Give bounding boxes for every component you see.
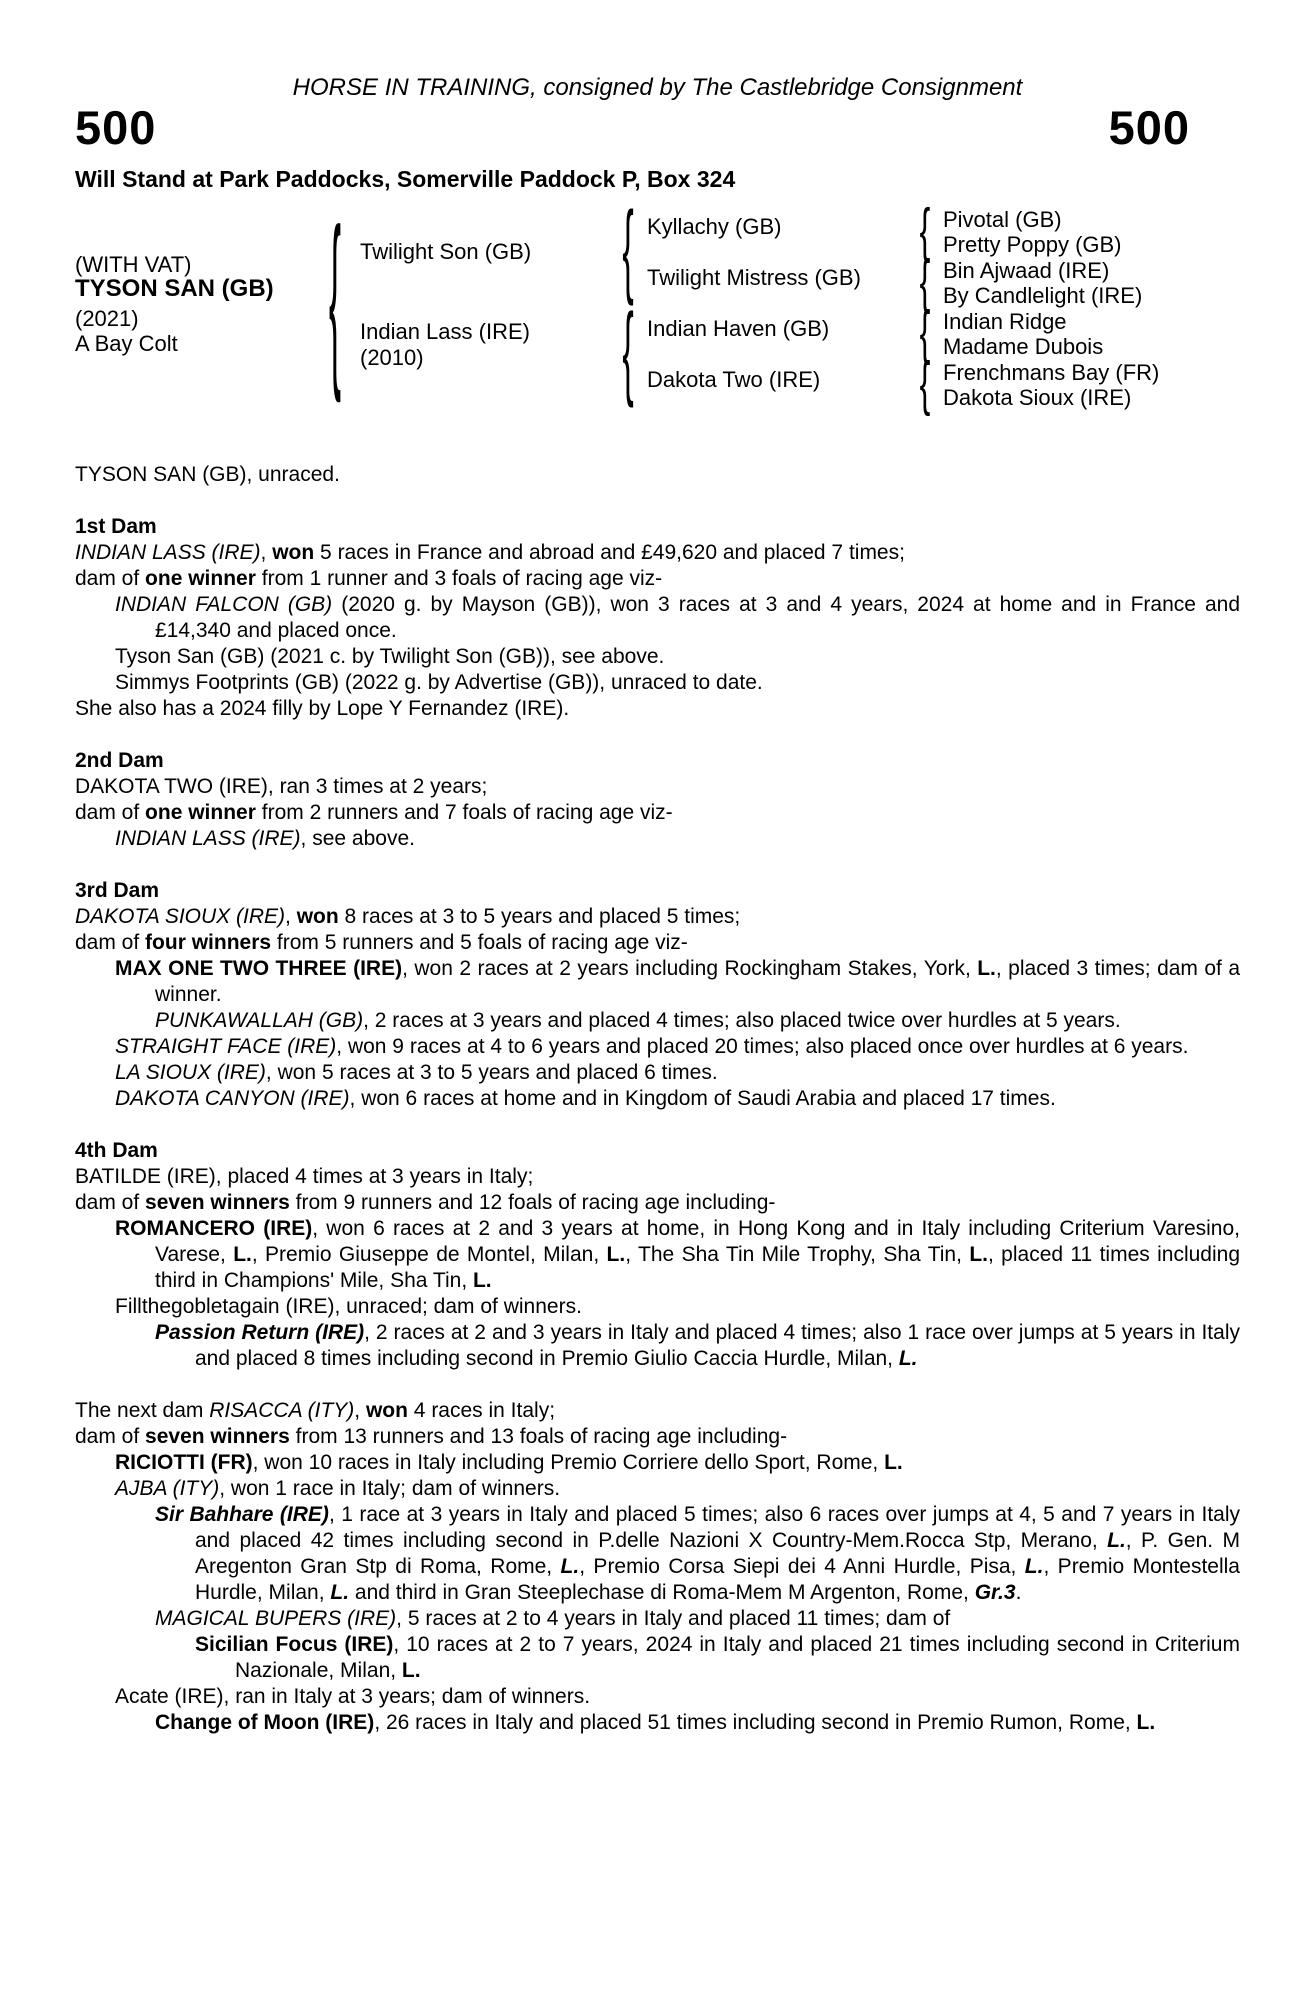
text-segment: MAGICAL BUPERS (IRE) [155,1607,397,1630]
text-segment: dam of [75,1191,146,1214]
text-segment: STRAIGHT FACE (IRE) [115,1035,337,1058]
text-segment: (2020 g. by Mayson (GB)), won 3 races at 3 and 4 years, 2024 at home and in France and £14,340 and placed once. [155,593,1241,642]
heading-4th-dam [75,1138,1240,1164]
sire-sire-name: Kyllachy (GB) [647,214,782,239]
text-segment: , Premio Giuseppe de Montel, Milan, [251,1243,607,1266]
text-segment: L. [1136,1711,1156,1734]
text-segment: seven winners [145,1425,290,1448]
text-segment: , P. Gen. M Aregenton Gran Stp di Roma, Rome, [195,1529,1240,1578]
text-segment: , 2 races at 2 and 3 years in Italy and placed 4 times; also 1 race over jumps at 5 years in Italy and placed 8 times including second in Premio Giulio Caccia Hurdle, Milan, [195,1321,1240,1370]
para-simmys-footprints [75,670,1240,696]
pedigree-brace-sire: { [622,192,634,308]
lot-number-right: 500 [1108,101,1190,154]
text-segment: Gr.3 [974,1581,1016,1604]
para-indian-falcon [75,592,1240,644]
text-segment: won [296,905,339,928]
text-segment: , won 1 race in Italy; dam of winners. [219,1477,561,1500]
heading-3rd-dam [75,878,1240,904]
para-indian-lass-see-above [75,826,1240,852]
text-segment: Change of Moon (IRE) [155,1711,375,1734]
text-segment: four winners [145,931,272,954]
text-segment: won [272,541,315,564]
para-dakota-canyon [75,1086,1240,1112]
pedigree-brace-dam: { [622,294,634,410]
text-segment: , won 6 races at 2 and 3 years at home, in Hong Kong and in Italy including Criterium Varesino, Varese, [155,1217,1241,1266]
para-straight-face [75,1034,1240,1060]
text-segment: TYSON SAN (GB), unraced. [75,463,340,486]
text-segment: 1st Dam [75,515,157,538]
dam-sire-dam: Madame Dubois [943,334,1104,359]
horse-foal-year: (2021) [75,306,139,331]
text-segment: Fillthegobletagain (IRE), unraced; dam of winners. [115,1295,582,1318]
text-segment: , won 5 races at 3 to 5 years and placed 6 times. [265,1061,718,1084]
text-segment: L. [560,1555,580,1578]
text-segment: from 2 runners and 7 foals of racing age viz- [255,801,673,824]
horse-description: A Bay Colt [75,331,178,356]
text-segment: dam of [75,567,146,590]
text-segment: . [1015,1581,1022,1604]
sire-dam-sire: Bin Ajwaad (IRE) [943,258,1110,283]
text-segment: AJBA (ITY) [115,1477,220,1500]
text-segment: INDIAN LASS (IRE) [75,541,261,564]
text-segment: INDIAN FALCON (GB) [115,593,333,616]
text-segment: , won 10 races in Italy including Premio Corriere dello Sport, Rome, [252,1451,885,1474]
text-segment: PUNKAWALLAH (GB) [155,1009,364,1032]
text-segment: L. [401,1659,421,1682]
text-segment: DAKOTA TWO (IRE), ran 3 times at 2 years; [75,775,488,798]
text-segment: , 5 races at 2 to 4 years in Italy and placed 11 times; dam of [396,1607,951,1630]
dam-dam-sire: Frenchmans Bay (FR) [943,360,1160,385]
text-segment: L. [884,1451,903,1474]
para-2nd-dam-produce [75,800,1240,826]
text-segment: from 9 runners and 12 foals of racing age including- [289,1191,776,1214]
para-dakota-sioux [75,904,1240,930]
pedigree-table [75,192,1240,417]
text-segment: Sir Bahhare (IRE) [155,1503,329,1526]
text-segment: L. [1024,1555,1044,1578]
text-segment: L. [606,1243,626,1266]
para-romancero [75,1216,1240,1294]
heading-2nd-dam [75,748,1240,774]
para-2024-filly [75,696,1240,722]
text-segment: Sicilian Focus (IRE) [195,1633,394,1656]
sire-dam-dam: By Candlelight (IRE) [943,283,1143,308]
text-segment: , 10 races at 2 to 7 years, 2024 in Italy and placed 21 times including second in Criterium Nazionale, Milan, [235,1633,1240,1682]
text-segment: , 26 races in Italy and placed 51 times including second in Premio Rumon, Rome, [374,1711,1137,1734]
dam-dam-name: Dakota Two (IRE) [647,367,821,392]
para-fillthegobletagain [75,1294,1240,1320]
para-acate [75,1684,1240,1710]
vat-note: (WITH VAT) [75,252,192,277]
text-segment: DAKOTA SIOUX (IRE) [75,905,286,928]
text-segment: dam of [75,1425,146,1448]
para-indian-lass [75,540,1240,566]
text-segment: , won 2 races at 2 years including Rockingham Stakes, York, [402,957,978,980]
sire-dam-name: Twilight Mistress (GB) [647,265,861,290]
text-segment: The next dam [75,1399,210,1422]
para-batilde [75,1164,1240,1190]
para-punkawallah [75,1008,1240,1034]
pedigree-brace-gg1: { [919,198,931,264]
text-segment: Tyson San (GB) (2021 c. by Twilight Son (GB)), see above. [115,645,665,668]
sire-sire-dam: Pretty Poppy (GB) [943,232,1122,257]
horse-name: TYSON SAN (GB) [75,275,274,302]
text-segment: 3rd Dam [75,879,160,902]
text-segment: , [285,905,297,928]
para-risacca [75,1398,1240,1424]
text-segment: from 5 runners and 5 foals of racing age viz- [271,931,688,954]
text-segment: RISACCA (ITY) [209,1399,355,1422]
para-riciotti [75,1450,1240,1476]
para-4th-dam-produce [75,1190,1240,1216]
text-segment: seven winners [145,1191,290,1214]
pedigree-brace-gg2: { [919,249,931,315]
dam-name: Indian Lass (IRE) [360,319,530,344]
text-segment: , The Sha Tin Mile Trophy, Sha Tin, [625,1243,970,1266]
text-segment: Acate (IRE), ran in Italy at 3 years; dam of winners. [115,1685,591,1708]
para-risacca-produce [75,1424,1240,1450]
para-ajba [75,1476,1240,1502]
catalog-body [75,462,1240,1736]
text-segment: , placed 3 times; dam of a winner. [155,957,1240,1006]
text-segment: ROMANCERO (IRE) [115,1217,313,1240]
text-segment: dam of [75,931,146,954]
text-segment: L. [472,1269,492,1292]
text-segment: , [260,541,273,564]
text-segment: and third in Gran Steeplechase di Roma-Mem M Argenton, Rome, [349,1581,975,1604]
text-segment: INDIAN LASS (IRE) [115,827,301,850]
text-segment: Simmys Footprints (GB) (2022 g. by Advertise (GB)), unraced to date. [115,671,763,694]
text-segment: DAKOTA CANYON (IRE) [115,1087,350,1110]
text-segment: Passion Return (IRE) [155,1321,365,1344]
lot-number-left: 500 [75,101,157,154]
text-segment: L. [330,1581,350,1604]
para-sir-bahhare [75,1502,1240,1606]
text-segment: L. [969,1243,988,1266]
text-segment: one winner [145,801,256,824]
text-segment: from 13 runners and 13 foals of racing age including- [289,1425,788,1448]
text-segment: one winner [145,567,256,590]
text-segment: BATILDE (IRE), placed 4 times at 3 years in Italy; [75,1165,534,1188]
para-horse-unraced [75,462,1240,488]
para-max-one-two-three [75,956,1240,1008]
text-segment: 4 races in Italy; [407,1399,556,1422]
para-change-of-moon [75,1710,1240,1736]
text-segment: She also has a 2024 filly by Lope Y Fernandez (IRE). [75,697,570,720]
text-segment: , Premio Corsa Siepi dei 4 Anni Hurdle, Pisa, [579,1555,1025,1578]
dam-sire-sire: Indian Ridge [943,309,1067,334]
text-segment: MAX ONE TWO THREE (IRE) [115,957,403,980]
para-1st-dam-produce [75,566,1240,592]
pedigree-brace-gg4: { [919,351,931,417]
text-segment: 5 races in France and abroad and £49,620 and placed 7 times; [314,541,905,564]
text-segment: LA SIOUX (IRE) [115,1061,266,1084]
text-segment: RICIOTTI (FR) [115,1451,253,1474]
para-la-sioux [75,1060,1240,1086]
stand-location-line: Will Stand at Park Paddocks, Somerville Paddock P, Box 324 [75,166,736,192]
consignment-line: HORSE IN TRAINING, consigned by The Castlebridge Consignment [292,74,1023,101]
sire-name: Twilight Son (GB) [360,239,532,264]
text-segment: 2nd Dam [75,749,164,772]
dam-sire-name: Indian Haven (GB) [647,316,830,341]
para-magical-bupers [75,1606,1240,1632]
sire-sire-sire: Pivotal (GB) [943,207,1062,232]
text-segment: L. [233,1243,252,1266]
para-sicilian-focus [75,1632,1240,1684]
text-segment: L. [898,1347,918,1370]
text-segment: from 1 runner and 3 foals of racing age viz- [255,567,663,590]
text-segment: , won 6 races at home and in Kingdom of Saudi Arabia and placed 17 times. [349,1087,1056,1110]
text-segment: , Premio Montestella Hurdle, Milan, [195,1555,1240,1604]
text-segment: L. [1107,1529,1126,1552]
text-segment: , [354,1399,366,1422]
para-3rd-dam-produce [75,930,1240,956]
text-segment: dam of [75,801,146,824]
para-passion-return [75,1320,1240,1372]
text-segment: 8 races at 3 to 5 years and placed 5 times; [338,905,741,928]
text-segment: , placed 11 times including third in Champions' Mile, Sha Tin, [155,1243,1241,1292]
para-dakota-two [75,774,1240,800]
heading-1st-dam [75,514,1240,540]
dam-dam-dam: Dakota Sioux (IRE) [943,385,1132,410]
text-segment: 4th Dam [75,1139,158,1162]
pedigree-brace-gen1: { [328,194,342,406]
text-segment: , won 9 races at 4 to 6 years and placed 20 times; also placed once over hurdles at 6 years. [336,1035,1189,1058]
text-segment: won [365,1399,408,1422]
pedigree-brace-gg3: { [919,300,931,366]
text-segment: , 2 races at 3 years and placed 4 times; also placed twice over hurdles at 5 years. [363,1009,1121,1032]
text-segment: , see above. [300,827,415,850]
para-tyson-san [75,644,1240,670]
text-segment: L. [977,957,996,980]
dam-year: (2010) [360,345,424,370]
text-segment: , 1 race at 3 years in Italy and placed 5 times; also 6 races over jumps at 4, 5 and 7 years in Italy and placed 42 times including second in P.delle Nazioni X Country-Mem.Rocca Stp, Merano, [195,1503,1240,1552]
